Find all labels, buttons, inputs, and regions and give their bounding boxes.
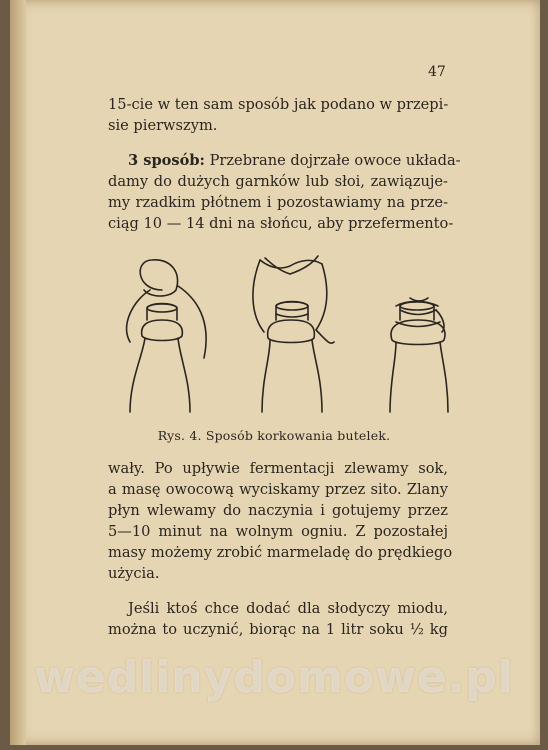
page-gutter-shadow (10, 0, 26, 745)
bottle-3-drawing (390, 298, 448, 412)
text-line: Jeśli ktoś chce dodać dla słodyczy miodu, (128, 600, 448, 617)
text-line: wały. Po upływie fermentacji zlewamy sok, (108, 460, 448, 477)
paragraph-continuation (108, 94, 448, 136)
watermark: wedlinydomowe.pl (34, 652, 514, 703)
text-line: można to uczynić, biorąc na 1 litr soku ½ kg (108, 621, 448, 638)
text-line: a masę owocową wyciskamy przez sito. Zlany (108, 481, 448, 498)
paragraph-after-figure (108, 458, 453, 584)
paragraph-method-3 (108, 150, 461, 234)
text-line: ciąg 10 — 14 dni na słońcu, aby przefermento- (108, 215, 454, 232)
text-line: damy do dużych garnków lub słoi, zawiązuje- (108, 173, 448, 190)
page-number: 47 (428, 64, 446, 80)
text-fragment: Przebrane dojrzałe owoce układa- (204, 152, 461, 169)
text-line: 15-cie w ten sam sposób jak podano w przepi- (108, 96, 449, 113)
paragraph-honey (108, 598, 448, 640)
method-heading: 3 sposób: (128, 152, 205, 169)
bottle-1-drawing (127, 260, 206, 412)
text-line: płyn wlewamy do naczynia i gotujemy przez (108, 502, 448, 519)
bottle-2-drawing (253, 256, 334, 412)
text-line: użycia. (108, 565, 160, 582)
text-line: sie pierwszym. (108, 117, 218, 134)
text-line: 5—10 minut na wolnym ogniu. Z pozostałej (108, 523, 448, 540)
bottle-corking-illustration (100, 250, 460, 420)
figure-caption (0, 428, 548, 443)
caption-text: Sposób korkowania butelek. (205, 428, 391, 443)
text-line (108, 150, 461, 171)
text-line: masy możemy zrobić marmeladę do prędkiego (108, 544, 453, 561)
caption-prefix: Rys. 4. (157, 428, 202, 443)
text-line: my rzadkim płótnem i pozostawiamy na prze- (108, 194, 448, 211)
